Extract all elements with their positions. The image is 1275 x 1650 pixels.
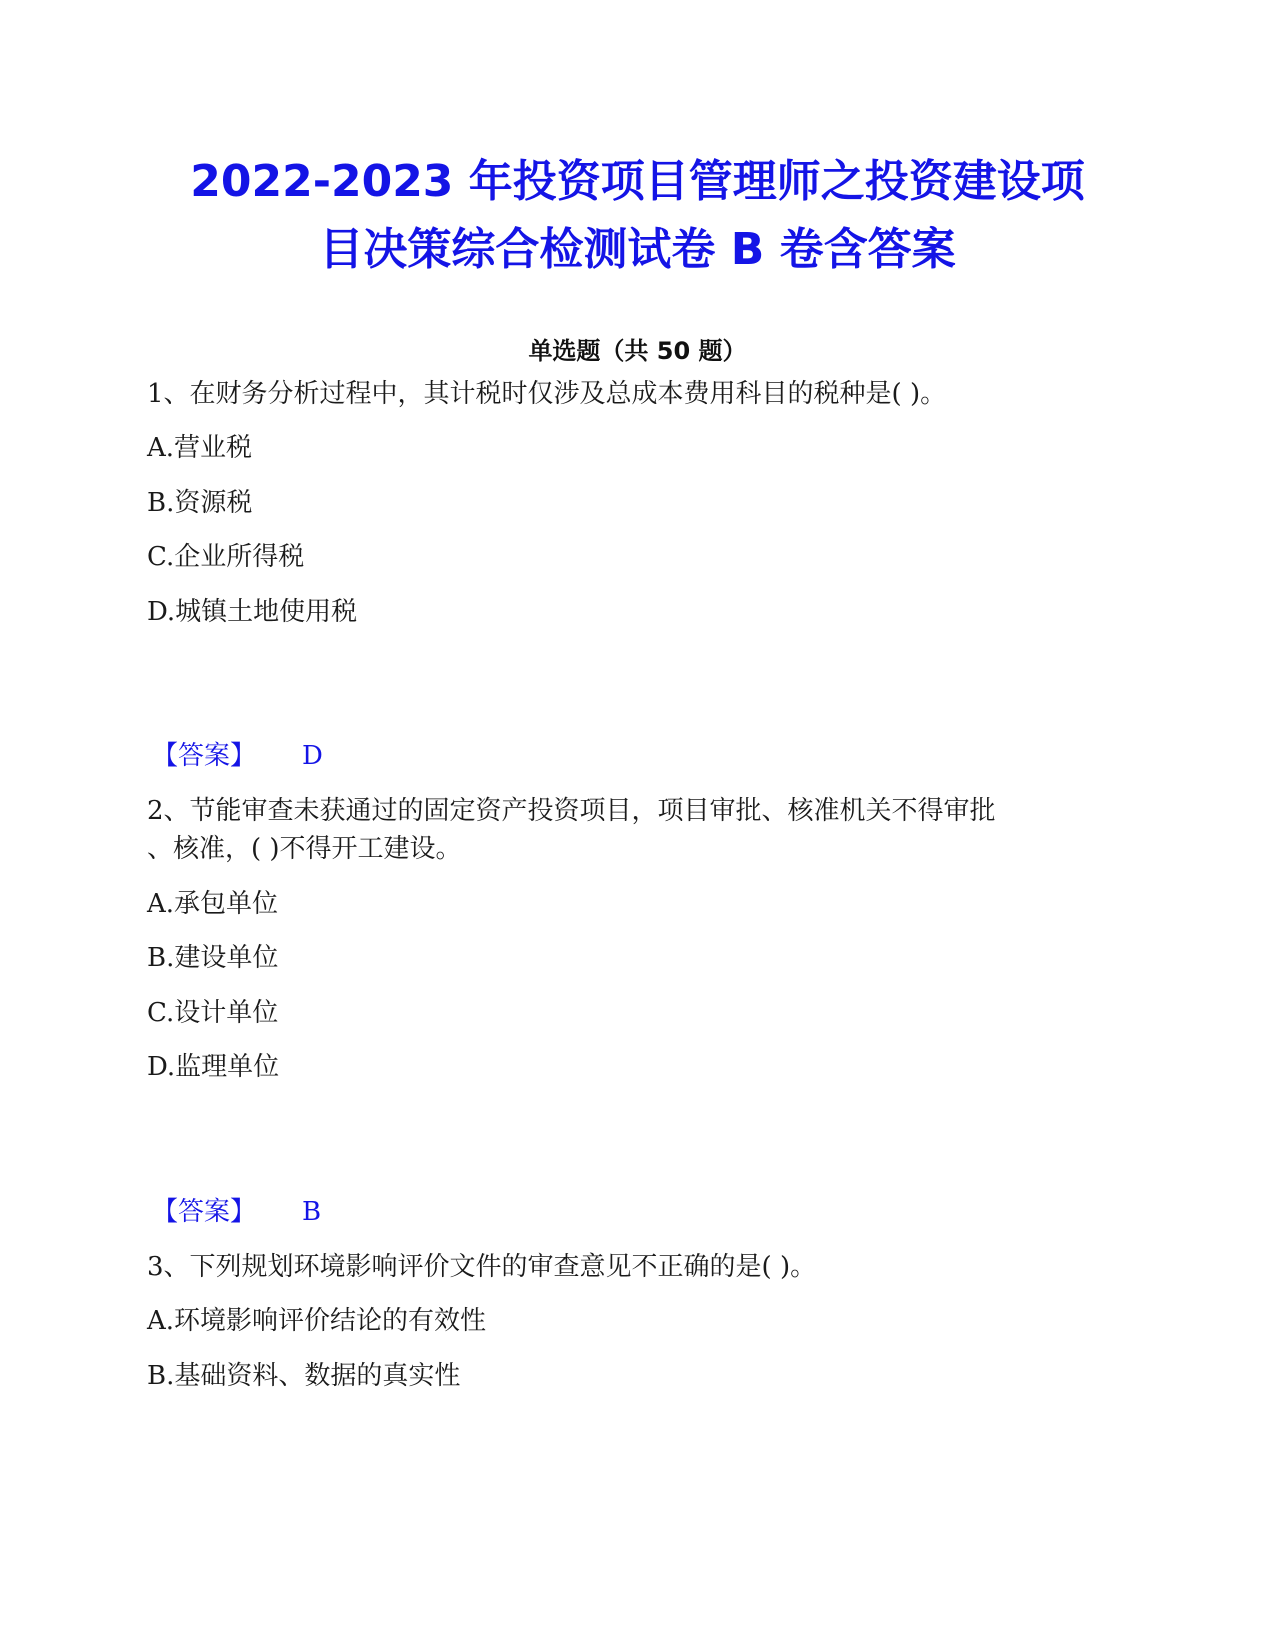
answer-tag: 【答案】	[152, 1197, 257, 1227]
question-2-option-c: C.设计单位	[147, 998, 279, 1028]
answer-value: D	[302, 741, 323, 771]
question-2-option-d: D.监理单位	[147, 1052, 280, 1082]
question-2-answer	[152, 1195, 321, 1229]
question-2-stem-line-2: 、核准，( )不得开工建设。	[147, 834, 462, 864]
answer-value: B	[302, 1197, 322, 1227]
question-1-stem: 1、在财务分析过程中，其计税时仅涉及总成本费用科目的税种是( )。	[147, 379, 947, 409]
section-heading: 单选题（共 50 题）	[528, 337, 747, 365]
question-1-answer	[152, 739, 323, 773]
question-2-option-a: A.承包单位	[147, 889, 279, 919]
question-2-stem-line-1: 2、节能审查未获通过的固定资产投资项目，项目审批、核准机关不得审批	[147, 796, 996, 826]
question-2-option-b: B.建设单位	[147, 943, 279, 973]
question-1-option-b: B.资源税	[147, 488, 253, 518]
question-3-option-a: A.环境影响评价结论的有效性	[147, 1306, 487, 1336]
question-1-option-a: A.营业税	[147, 433, 253, 463]
title-line-1: 2022-2023 年投资项目管理师之投资建设项	[190, 156, 1085, 207]
question-1-option-c: C.企业所得税	[147, 542, 305, 572]
title-line-2: 目决策综合检测试卷 B 卷含答案	[319, 224, 956, 275]
answer-tag: 【答案】	[152, 741, 257, 771]
question-1-option-d: D.城镇土地使用税	[147, 597, 358, 627]
question-3-option-b: B.基础资料、数据的真实性	[147, 1361, 461, 1391]
document-title	[100, 148, 1175, 284]
question-3-stem: 3、下列规划环境影响评价文件的审查意见不正确的是( )。	[147, 1252, 817, 1282]
